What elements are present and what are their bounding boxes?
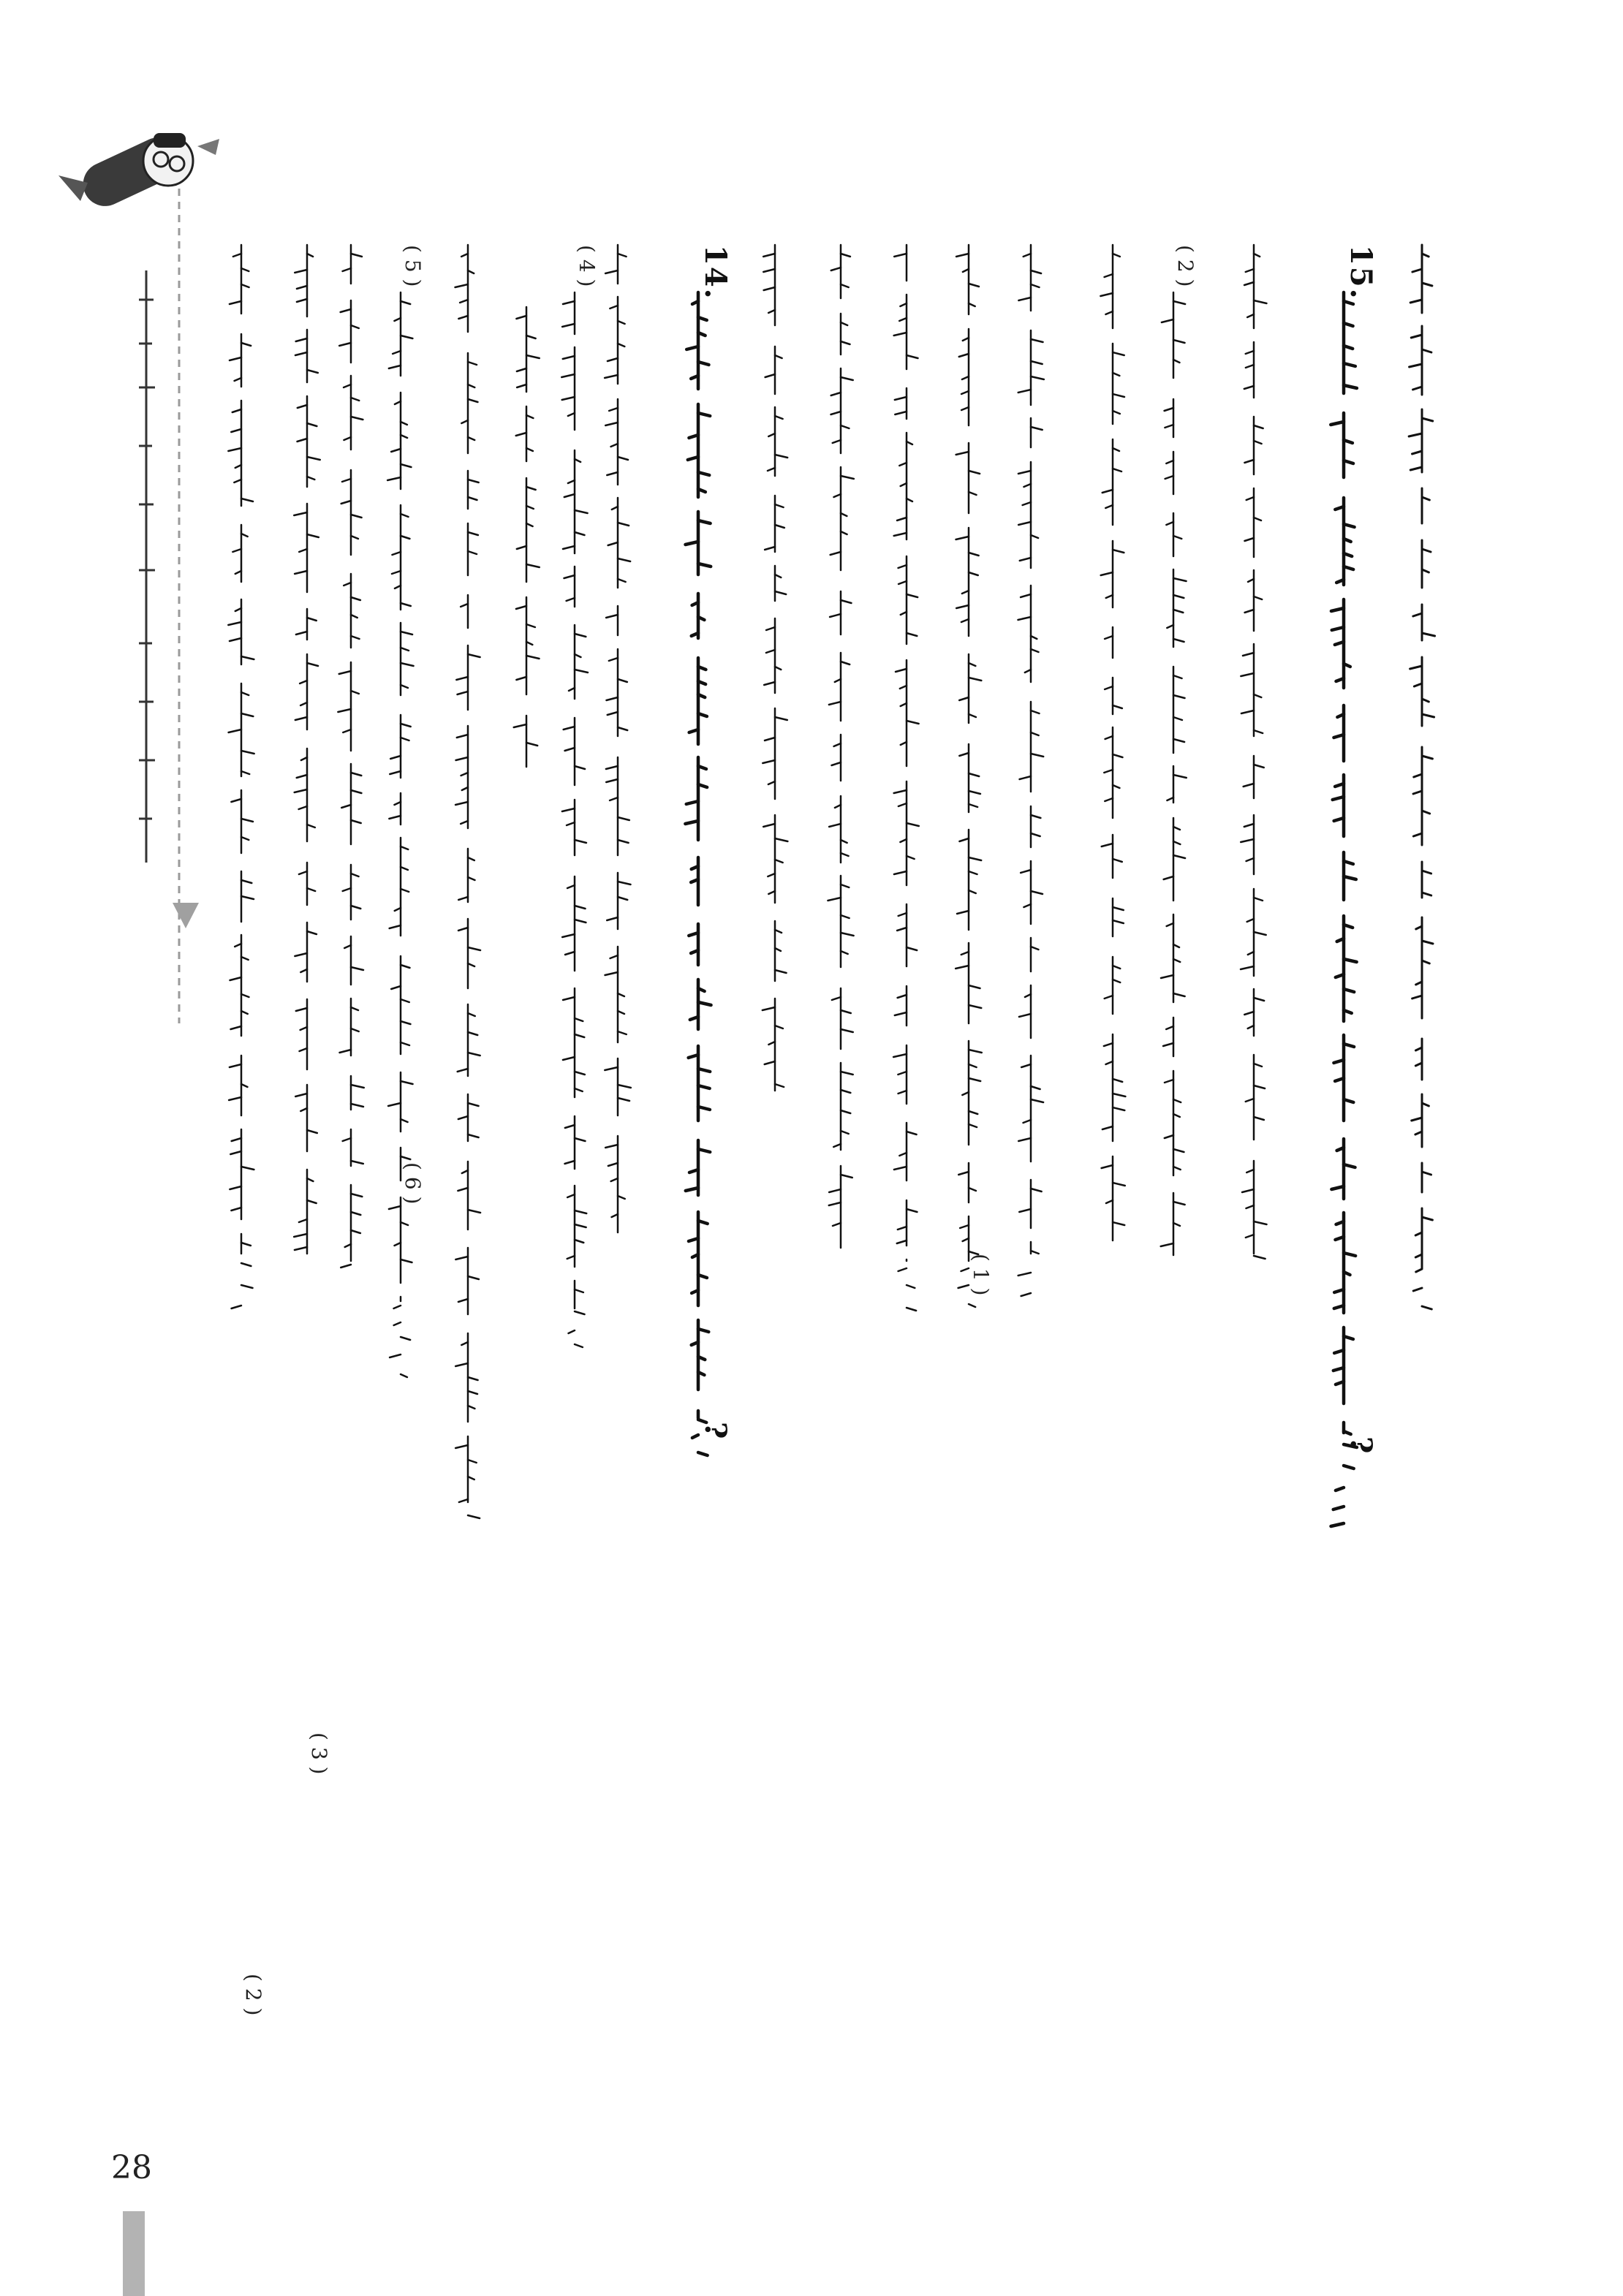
- marker: ( 3 ): [307, 1732, 331, 1775]
- text-column: [1100, 245, 1125, 1240]
- text-column: [828, 245, 853, 1248]
- marker: ( 2 ): [1173, 245, 1198, 287]
- text-column: [763, 245, 788, 1091]
- text-column: [338, 245, 363, 1268]
- marker: ( 4 ): [575, 245, 599, 287]
- question-15-label: 15.: [1344, 245, 1378, 300]
- text-column: [685, 292, 711, 1455]
- text-column: [1018, 245, 1043, 1296]
- question-14-mark: ?: [698, 1422, 733, 1441]
- marker: ( 6 ): [401, 1162, 425, 1205]
- text-column: [387, 292, 413, 1377]
- marker: ( 1 ): [969, 1254, 993, 1296]
- text-column: [1409, 245, 1434, 1309]
- question-15-mark: ?: [1344, 1436, 1378, 1455]
- text-column: [455, 245, 481, 1518]
- page-number: 28: [111, 2149, 152, 2186]
- marker: ( 2 ): [241, 1974, 265, 2016]
- text-column: [605, 245, 631, 1232]
- text-column: [514, 307, 540, 767]
- text-column: [1161, 292, 1187, 1255]
- text-column: [228, 245, 254, 1308]
- text-column: [893, 245, 919, 1311]
- text-column: [561, 292, 588, 1347]
- text-column: [294, 245, 320, 1254]
- marker: ( 5 ): [401, 245, 425, 287]
- text-column: [956, 245, 982, 1307]
- question-14-label: 14.: [698, 245, 733, 300]
- text-column: [1331, 292, 1357, 1526]
- text-column: [1241, 245, 1266, 1259]
